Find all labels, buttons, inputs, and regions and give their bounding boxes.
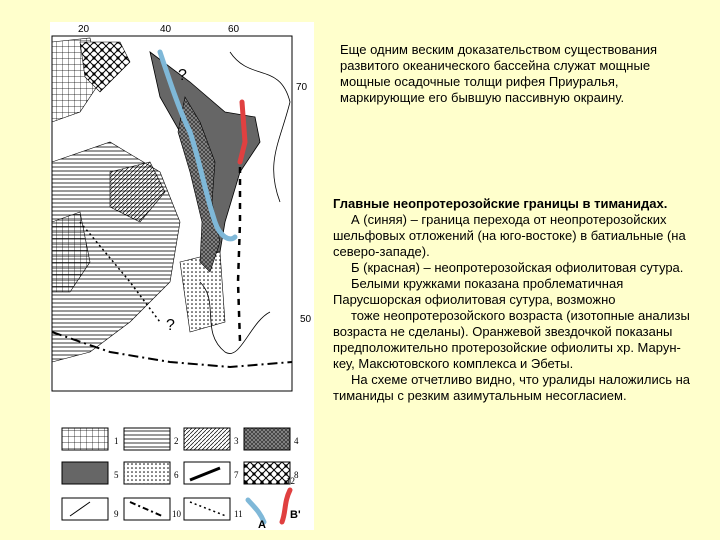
legend-swatch-6 <box>124 462 170 484</box>
legend-number-1: 1 <box>114 436 119 446</box>
legend-swatch-4 <box>244 428 290 450</box>
legend-number-7: 7 <box>234 470 239 480</box>
legend-swatch-3 <box>184 428 230 450</box>
legend-letter-a: A <box>258 519 266 530</box>
legend-swatch-11 <box>184 498 230 520</box>
lon-label-60: 60 <box>228 24 240 35</box>
legend-number-3: 3 <box>234 436 239 446</box>
legend-swatch-1 <box>62 428 108 450</box>
paragraph-d: На схеме отчетливо видно, что уралиды наложились на тиманиды с резким азимутальным несогласием. <box>333 372 691 403</box>
intro-text: Еще одним веским доказательством существования развитого океанического бассейна служат мощные мощные осадочные толщи рифея Приуралья, маркирующие его бывшую пассивную окраину. <box>340 42 658 105</box>
lon-label-40: 40 <box>160 24 172 35</box>
legend-number-10: 10 <box>172 509 181 519</box>
main-text-block <box>333 196 693 404</box>
legend-number-8: 8 <box>294 470 299 480</box>
legend-number-9: 9 <box>114 509 119 519</box>
paragraph-c2: тоже неопротерозойского возраста (изотопные анализы возраста не сделаны). Оранжевой звездочкой показаны предположительно протерозойские офиолиты хр. Марун-кеу, Максютовского комплекса и Эбеты. <box>333 308 690 371</box>
legend-number-12: 12 <box>286 476 295 486</box>
legend-letter-b: B' <box>290 509 301 521</box>
geological-map-figure <box>50 22 314 530</box>
legend-swatch-2 <box>124 428 170 450</box>
paragraph-c1: Белыми кружками показана проблематичная Парусшорская офиолитовая сутура, возможно <box>333 276 624 307</box>
legend-number-6: 6 <box>174 470 179 480</box>
map-question-mark-south: ? <box>166 317 175 334</box>
legend-number-5: 5 <box>114 470 119 480</box>
legend-number-4: 4 <box>294 436 299 446</box>
map-question-mark-north: ? <box>178 67 187 84</box>
paragraph-b: Б (красная) – неопротерозойская офиолитовая сутура. <box>351 260 684 275</box>
paragraph-a: А (синяя) – граница перехода от неопротерозойских шельфовых отложений (на юго-востоке) в батиальные (на северо-западе). <box>333 212 686 259</box>
legend-number-2: 2 <box>174 436 179 446</box>
legend-number-11: 11 <box>234 509 243 519</box>
legend-swatch-9 <box>62 498 108 520</box>
legend-red-line <box>282 490 290 522</box>
main-heading: Главные неопротерозойские границы в тиманидах. <box>333 196 668 211</box>
legend-swatch-5 <box>62 462 108 484</box>
lon-label-20: 20 <box>78 24 90 35</box>
legend-swatch-8 <box>244 462 290 484</box>
lat-label-50: 50 <box>300 314 312 325</box>
lat-label-70: 70 <box>296 82 308 93</box>
